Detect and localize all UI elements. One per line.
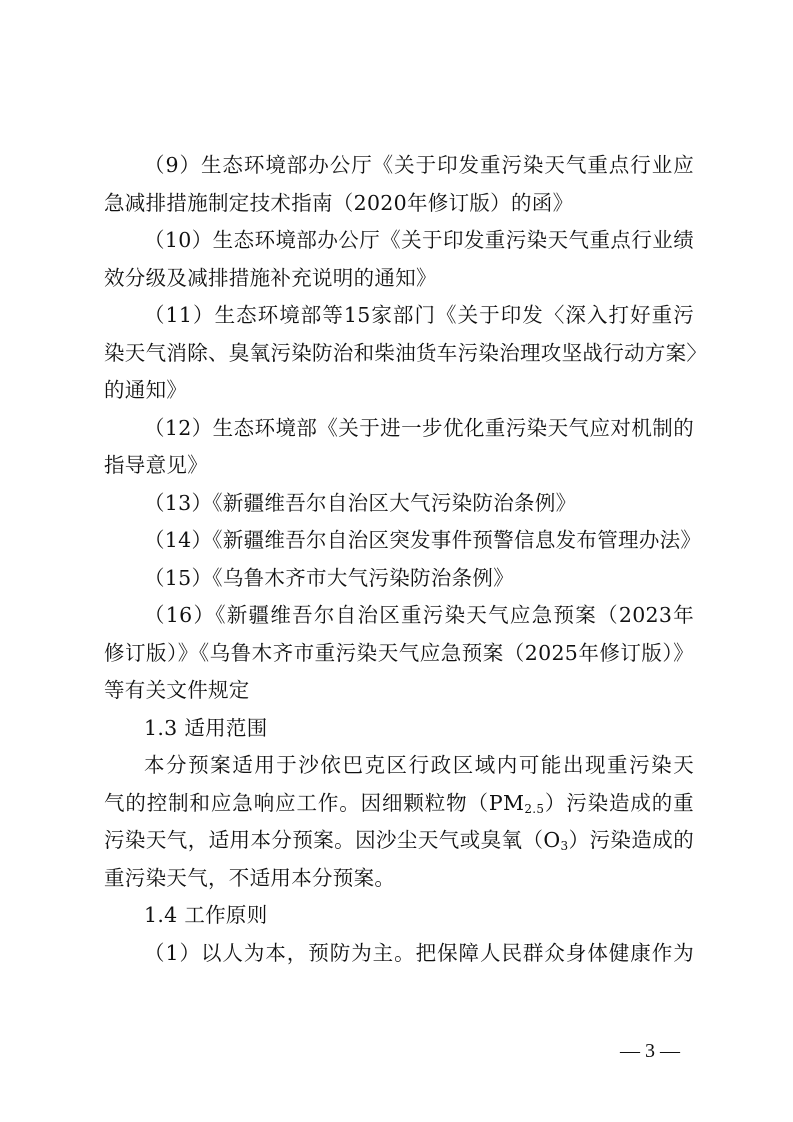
- paragraph-16-line-3: 等有关文件规定: [104, 678, 250, 702]
- paragraph-13-line-1: （13）《新疆维吾尔自治区大气污染防治条例》: [144, 490, 577, 515]
- page-number: — 3 —: [620, 1040, 680, 1062]
- section-1-3-line-2: [104, 785, 694, 823]
- paragraph-12-line-1: （12）生态环境部《关于进一步优化重污染天气应对机制的: [144, 415, 694, 440]
- ozone-subscript: 3: [560, 839, 569, 853]
- section-1-3-line-3-text-a: 污染天气，适用本分预案。因沙尘天气或臭氧（O: [104, 828, 561, 852]
- section-1-4-line-1: （1）以人为本，预防为主。把保障人民群众身体健康作为: [144, 940, 694, 965]
- section-1-3-line-2-text-b: ）污染造成的重: [544, 790, 694, 815]
- paragraph-10-line-2: 效分级及减排措施补充说明的通知》: [104, 265, 437, 290]
- paragraph-11-line-2: 染天气消除、臭氧污染防治和柴油货车污染治理攻坚战行动方案〉: [104, 340, 708, 365]
- section-1-3-line-2-text-a: 气的控制和应急响应工作。因细颗粒物（PM: [104, 790, 525, 815]
- section-1-3-line-3-text-b: ）污染造成的: [568, 828, 694, 852]
- paragraph-16-line-1: （16）《新疆维吾尔自治区重污染天气应急预案（2023年: [144, 603, 694, 627]
- section-1-3-line-1: 本分预案适用于沙依巴克区行政区域内可能出现重污染天: [144, 753, 694, 777]
- paragraph-9-line-1: （9）生态环境部办公厅《关于印发重污染天气重点行业应: [144, 153, 694, 177]
- section-1-4-heading: 1.4 工作原则: [144, 903, 268, 927]
- paragraph-10-line-1: （10）生态环境部办公厅《关于印发重污染天气重点行业绩: [144, 228, 694, 252]
- paragraph-16-line-2: 修订版）》《乌鲁木齐市重污染天气应急预案（2025年修订版）》: [104, 640, 694, 665]
- paragraph-11-line-1: （11）生态环境部等15家部门《关于印发〈深入打好重污: [144, 303, 694, 327]
- document-body: [104, 147, 708, 972]
- pm-subscript: 2.5: [524, 801, 545, 816]
- paragraph-15-line-1: （15）《乌鲁木齐市大气污染防治条例》: [144, 565, 515, 590]
- paragraph-12-line-2: 指导意见》: [104, 453, 208, 477]
- paragraph-11-line-3: 的通知》: [104, 378, 188, 402]
- paragraph-14-line-1: （14）《新疆维吾尔自治区突发事件预警信息发布管理办法》: [144, 528, 702, 552]
- paragraph-9-line-2: 急减排措施制定技术指南（2020年修订版）的函》: [104, 190, 574, 215]
- section-1-3-line-4: 重污染天气，不适用本分预案。: [104, 865, 396, 890]
- section-1-3-heading: 1.3 适用范围: [144, 715, 268, 740]
- section-1-3-line-3: [104, 822, 694, 860]
